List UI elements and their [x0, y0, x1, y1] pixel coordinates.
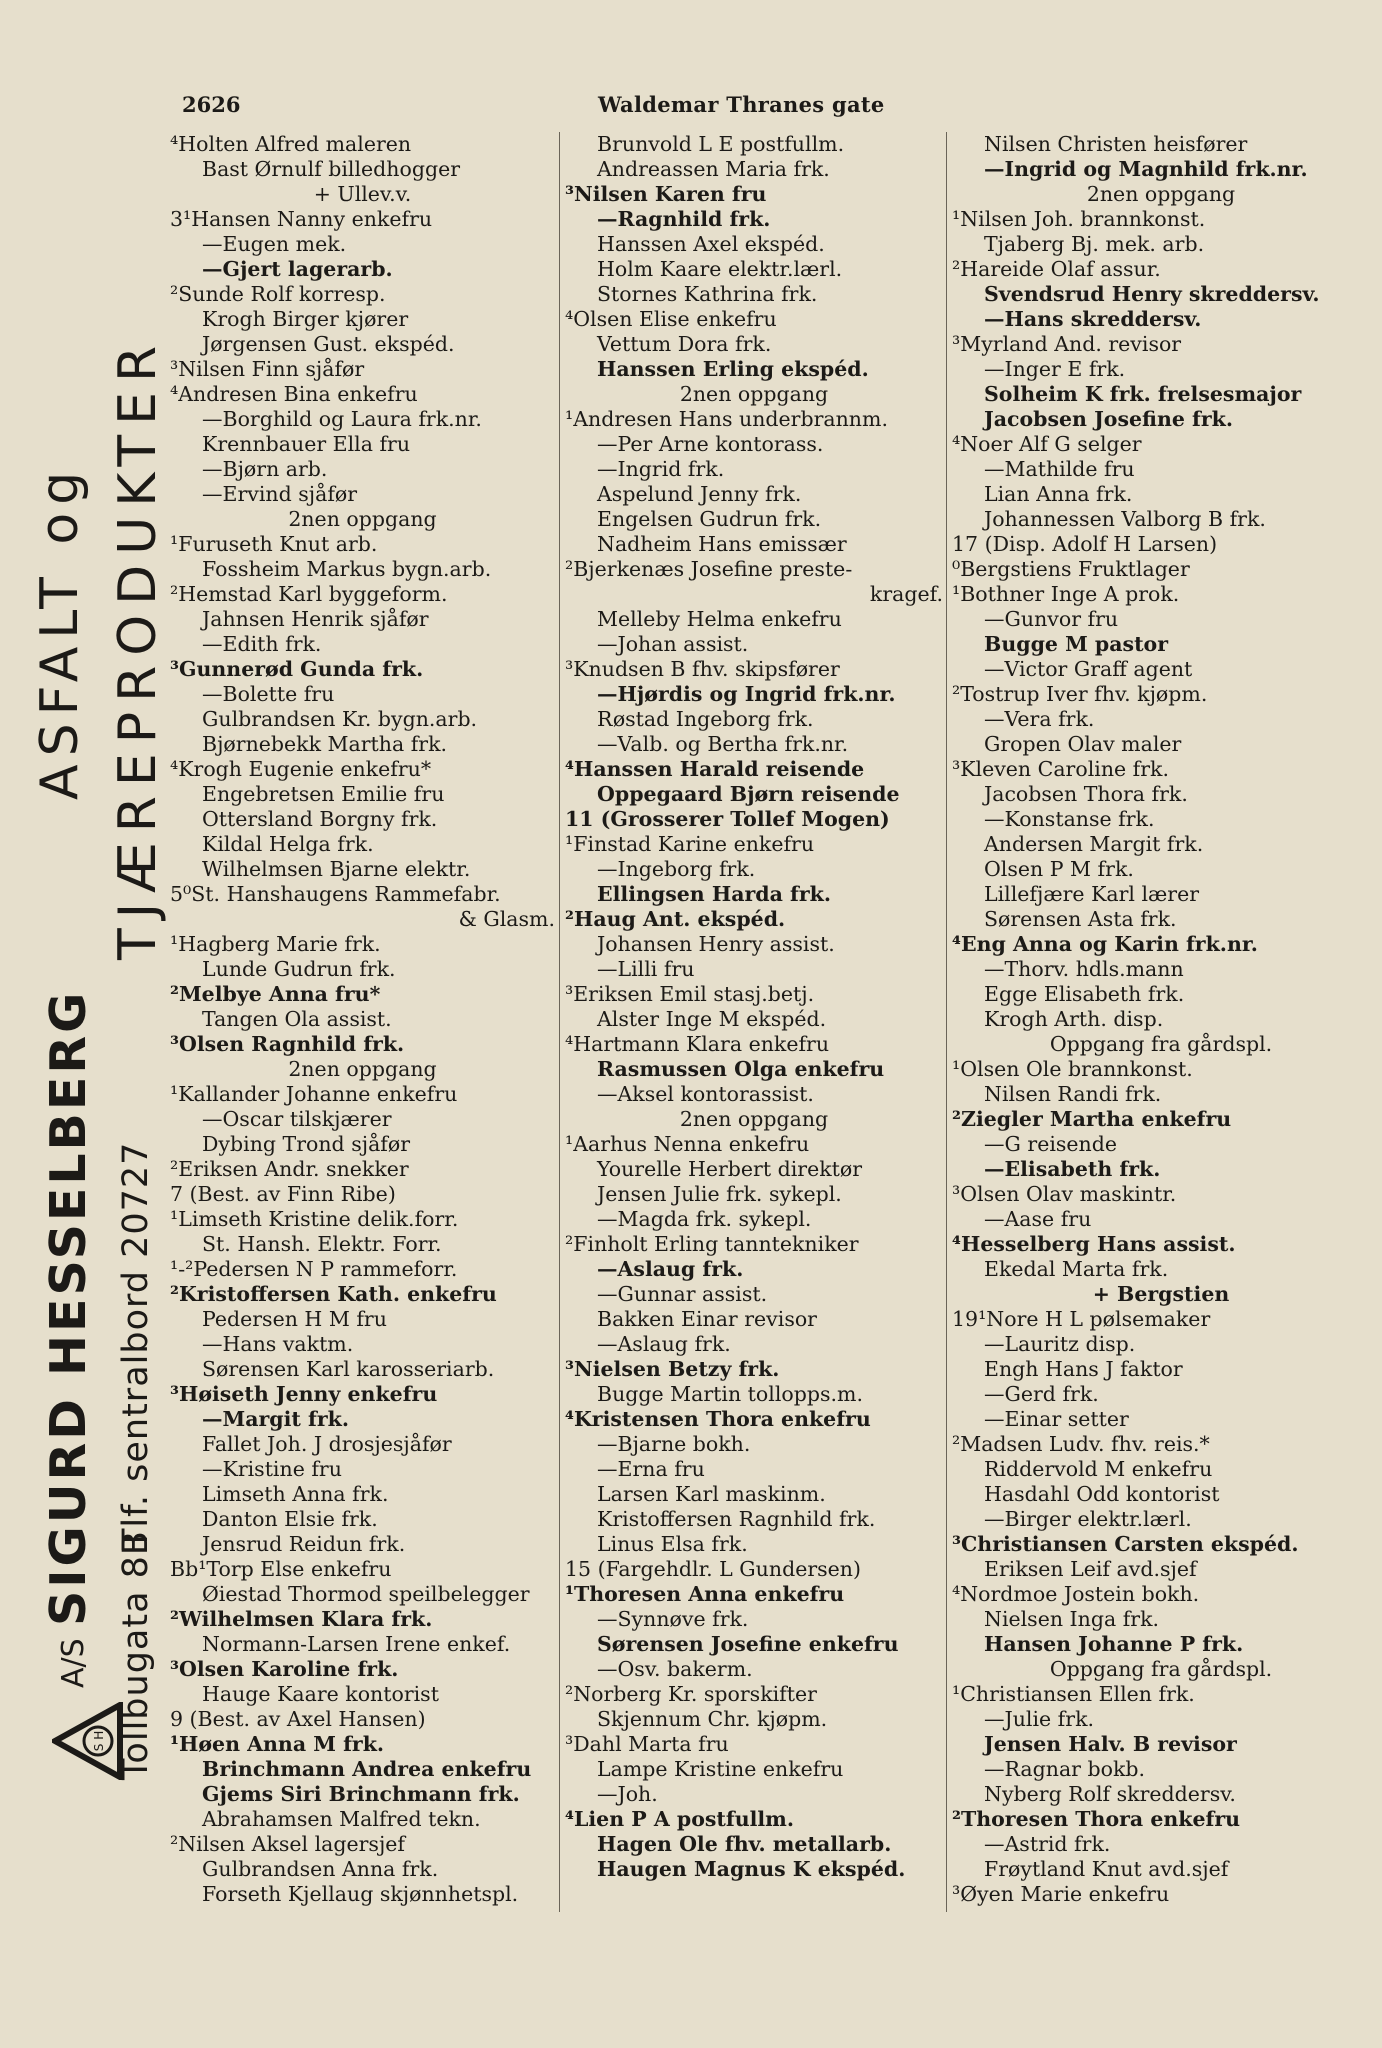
directory-entry: ²Hemstad Karl byggeform. [170, 582, 448, 606]
directory-entry: Hauge Kaare kontorist [202, 1682, 439, 1706]
directory-entry: ¹Limseth Kristine delik.forr. [170, 1207, 459, 1231]
directory-entry: Vettum Dora frk. [597, 332, 772, 356]
directory-entry: Jacobsen Josefine frk. [984, 407, 1234, 431]
directory-entry: —Oscar tilskjærer [202, 1107, 392, 1131]
directory-entry: ²Ziegler Martha enkefru [952, 1107, 1232, 1131]
directory-entry: ¹Christiansen Ellen frk. [952, 1682, 1195, 1706]
directory-entry: —Valb. og Bertha frk.nr. [597, 732, 849, 756]
directory-entry: Gulbrandsen Kr. bygn.arb. [202, 707, 478, 731]
directory-entry: ³Knudsen B fhv. skipsfører [565, 657, 840, 681]
directory-entry: —Hans vaktm. [202, 1332, 354, 1356]
directory-entry: Oppgang fra gårdspl. [1049, 1032, 1273, 1056]
directory-entry: ³Myrland And. revisor [952, 332, 1182, 356]
directory-entry: —Joh. [597, 1782, 658, 1806]
directory-entry: —Aksel kontorassist. [597, 1082, 814, 1106]
directory-entry: Nilsen Christen heisfører [984, 132, 1248, 156]
directory-entry: Melleby Helma enkefru [597, 607, 842, 631]
directory-entry: ⁴Eng Anna og Karin frk.nr. [952, 932, 1258, 956]
directory-entry: ¹Olsen Ole brannkonst. [952, 1057, 1193, 1081]
directory-entry: —Aslaug frk. [597, 1332, 731, 1356]
directory-entry: Nielsen Inga frk. [984, 1607, 1160, 1631]
directory-entry: —Osv. bakerm. [597, 1657, 753, 1681]
directory-entry: Svendsrud Henry skreddersv. [984, 282, 1320, 306]
directory-entry: —Ervind sjåfør [202, 482, 358, 506]
directory-entry: 2nen oppgang [288, 507, 437, 531]
directory-entry: ²Wilhelmsen Klara frk. [170, 1607, 433, 1631]
directory-entry: ¹Aarhus Nenna enkefru [565, 1132, 810, 1156]
directory-entry: —Borghild og Laura frk.nr. [202, 407, 482, 431]
directory-entry: Bugge M pastor [984, 632, 1169, 656]
directory-entry: Jørgensen Gust. ekspéd. [202, 332, 455, 356]
directory-entry: ²Kristoffersen Kath. enkefru [170, 1282, 497, 1306]
directory-entry: Larsen Karl maskinm. [597, 1482, 826, 1506]
directory-entry: Engh Hans J faktor [984, 1357, 1183, 1381]
directory-entry: Lillefjære Karl lærer [984, 882, 1200, 906]
directory-entry: Krogh Arth. disp. [984, 1007, 1164, 1031]
directory-entry: St. Hansh. Elektr. Forr. [202, 1232, 442, 1256]
directory-entry: Røstad Ingeborg frk. [597, 707, 814, 731]
directory-entry: ⁴Lien P A postfullm. [565, 1807, 795, 1831]
directory-entry: ²Finholt Erling tanntekniker [565, 1232, 859, 1256]
directory-entry: Sørensen Karl karosseriarb. [202, 1357, 495, 1381]
directory-entry: 2nen oppgang [679, 382, 829, 406]
directory-entry: ³Høiseth Jenny enkefru [170, 1382, 438, 1406]
directory-entry: ²Norberg Kr. sporskifter [565, 1682, 817, 1706]
directory-entry: —Gunnar assist. [597, 1282, 768, 1306]
directory-entry: —Lauritz disp. [984, 1332, 1136, 1356]
directory-entry: Normann-Larsen Irene enkef. [202, 1632, 511, 1656]
directory-entry: Ekedal Marta frk. [984, 1257, 1169, 1281]
directory-column-3 [952, 132, 1370, 1907]
directory-entry: —Ingrid frk. [597, 457, 725, 481]
directory-column-1 [170, 132, 555, 1907]
directory-entry: 7 (Best. av Finn Ribe) [170, 1182, 396, 1206]
directory-entry: Hasdahl Odd kontorist [984, 1482, 1220, 1506]
directory-entry: Riddervold M enkefru [984, 1457, 1213, 1481]
directory-entry: Abrahamsen Malfred tekn. [202, 1807, 481, 1831]
directory-entry: —Elisabeth frk. [984, 1157, 1161, 1181]
ad-address: Tollbugata 8B [116, 1530, 156, 1780]
directory-entry: Brinchmann Andrea enkefru [202, 1757, 532, 1781]
directory-entry: —Victor Graff agent [984, 657, 1193, 681]
directory-entry: ²Eriksen Andr. snekker [170, 1157, 409, 1181]
directory-entry: Jensen Julie frk. sykepl. [597, 1182, 842, 1206]
directory-entry: —Mathilde fru [984, 457, 1135, 481]
directory-entry: Frøytland Knut avd.sjef [984, 1857, 1229, 1881]
directory-entry: —Bjørn arb. [202, 457, 328, 481]
directory-entry: Nadheim Hans emissær [597, 532, 847, 556]
directory-entry: 3¹Hansen Nanny enkefru [170, 207, 433, 231]
directory-entry: ³Gunnerød Gunda frk. [170, 657, 424, 681]
directory-entry: Sørensen Josefine enkefru [597, 1632, 899, 1656]
directory-entry: Jensen Halv. B revisor [984, 1732, 1237, 1756]
directory-entry: ¹Furuseth Knut arb. [170, 532, 378, 556]
directory-entry: Brunvold L E postfullm. [597, 132, 845, 156]
directory-entry: ⁴Kristensen Thora enkefru [565, 1407, 871, 1431]
directory-entry: —Astrid frk. [984, 1832, 1111, 1856]
directory-entry: —Eugen mek. [202, 232, 347, 256]
directory-entry: ²Thoresen Thora enkefru [952, 1807, 1241, 1831]
directory-entry: Lampe Kristine enkefru [597, 1757, 844, 1781]
directory-entry: Wilhelmsen Bjarne elektr. [202, 857, 471, 881]
directory-entry: —Aase fru [984, 1207, 1092, 1231]
directory-entry: Kildal Helga frk. [202, 832, 374, 856]
directory-entry: —Bolette fru [202, 682, 335, 706]
directory-entry: ³Olsen Olav maskintr. [952, 1182, 1177, 1206]
directory-entry: 9 (Best. av Axel Hansen) [170, 1707, 426, 1731]
directory-entry: Bugge Martin tollopps.m. [597, 1382, 863, 1406]
directory-entry: ⁴Holten Alfred maleren [170, 132, 412, 156]
directory-entry: Yourelle Herbert direktør [597, 1157, 863, 1181]
directory-entry: Bakken Einar revisor [597, 1307, 817, 1331]
directory-entry: Gropen Olav maler [984, 732, 1182, 756]
directory-entry: Fallet Joh. J drosjesjåfør [202, 1432, 452, 1456]
street-title: Waldemar Thranes gate [598, 92, 885, 117]
directory-entry: 5⁰St. Hanshaugens Rammefabr. [170, 882, 501, 906]
directory-entry: Forseth Kjellaug skjønnhetspl. [202, 1882, 519, 1906]
directory-entry: Hansen Johanne P frk. [984, 1632, 1244, 1656]
directory-entry: Jensrud Reidun frk. [202, 1532, 406, 1556]
directory-entry: —Johan assist. [597, 632, 749, 656]
directory-entry: 15 (Fargehdlr. L Gundersen) [565, 1557, 861, 1581]
directory-entry: Stornes Kathrina frk. [597, 282, 818, 306]
directory-entry: Engebretsen Emilie fru [202, 782, 445, 806]
directory-entry: 11 (Grosserer Tollef Mogen) [565, 807, 890, 831]
directory-entry: ³Olsen Karoline frk. [170, 1657, 399, 1681]
directory-entry: Jacobsen Thora frk. [984, 782, 1188, 806]
ad-company-name: SIGURD HESSELBERG [40, 989, 97, 1626]
directory-entry: —Synnøve frk. [597, 1607, 749, 1631]
directory-entry: ⁴Hartmann Klara enkefru [565, 1032, 830, 1056]
directory-entry: ³Eriksen Emil stasj.betj. [565, 982, 815, 1006]
directory-entry: 2nen oppgang [679, 1107, 829, 1131]
directory-entry: ³Nilsen Karen fru [565, 182, 767, 206]
directory-entry: —Birger elektr.lærl. [984, 1507, 1192, 1531]
directory-entry: Linus Elsa frk. [597, 1532, 748, 1556]
directory-entry: ³Nielsen Betzy frk. [565, 1357, 780, 1381]
directory-entry: Ellingsen Harda frk. [597, 882, 832, 906]
directory-entry: Sørensen Asta frk. [984, 907, 1177, 931]
directory-entry: Dybing Trond sjåfør [202, 1132, 411, 1156]
directory-entry: Danton Elsie frk. [202, 1507, 378, 1531]
directory-entry: Olsen P M frk. [984, 857, 1134, 881]
directory-entry: Hanssen Erling ekspéd. [597, 357, 869, 381]
directory-entry: & Glasm. [458, 907, 555, 931]
directory-entry: Gulbrandsen Anna frk. [202, 1857, 439, 1881]
directory-entry: —Thorv. hdls.mann [984, 957, 1184, 981]
directory-entry: ³Øyen Marie enkefru [952, 1882, 1170, 1906]
directory-entry: Holm Kaare elektr.lærl. [597, 257, 843, 281]
directory-entry: Oppgang fra gårdspl. [1049, 1657, 1273, 1681]
directory-entry: Lian Anna frk. [984, 482, 1133, 506]
company-logo [52, 1702, 124, 1780]
directory-entry: ³Christiansen Carsten ekspéd. [952, 1532, 1299, 1556]
directory-entry: ²Nilsen Aksel lagersjef [170, 1832, 406, 1856]
directory-entry: Egge Elisabeth frk. [984, 982, 1185, 1006]
directory-entry: —Ragnar bokb. [984, 1757, 1146, 1781]
directory-entry: —Konstanse frk. [984, 807, 1155, 831]
directory-entry: ²Bjerkenæs Josefine preste- [565, 557, 853, 581]
directory-entry: Krennbauer Ella fru [202, 432, 411, 456]
directory-entry: ³Dahl Marta fru [565, 1732, 729, 1756]
directory-entry: ¹‐²Pedersen N P rammeforr. [170, 1257, 458, 1281]
directory-entry: —Margit frk. [202, 1407, 349, 1431]
directory-entry: ²Melbye Anna fru* [170, 982, 381, 1006]
directory-entry: ¹Andresen Hans underbrannm. [565, 407, 888, 431]
directory-entry: —Ingrid og Magnhild frk.nr. [984, 157, 1308, 181]
directory-entry: —Kristine fru [202, 1457, 342, 1481]
page-number: 2626 [182, 92, 241, 117]
directory-entry: ⁴Noer Alf G selger [952, 432, 1142, 456]
directory-entry: Eriksen Leif avd.sjef [984, 1557, 1197, 1581]
directory-entry: Kristoffersen Ragnhild frk. [597, 1507, 876, 1531]
directory-entry: ²Haug Ant. ekspéd. [565, 907, 786, 931]
directory-entry: Pedersen H M fru [202, 1307, 387, 1331]
page-header [0, 92, 1382, 132]
directory-entry: ⁴Hesselberg Hans assist. [952, 1232, 1236, 1256]
directory-entry: —Magda frk. sykepl. [597, 1207, 812, 1231]
directory-entry: —Ragnhild frk. [597, 207, 771, 231]
directory-entry: —Ingeborg frk. [597, 857, 756, 881]
directory-entry: Alster Inge M ekspéd. [597, 1007, 827, 1031]
directory-entry: Krogh Birger kjører [202, 307, 409, 331]
directory-entry: ¹Nilsen Joh. brannkonst. [952, 207, 1206, 231]
directory-entry: ⁴Krogh Eugenie enkefru* [170, 757, 432, 781]
directory-entry: Lunde Gudrun frk. [202, 957, 396, 981]
directory-entry: ⁴Andresen Bina enkefru [170, 382, 418, 406]
directory-entry: —Julie frk. [984, 1707, 1095, 1731]
column-divider [946, 132, 947, 1912]
directory-entry: Nilsen Randi frk. [984, 1082, 1162, 1106]
directory-entry: Skjennum Chr. kjøpm. [597, 1707, 828, 1731]
directory-entry: ¹Thoresen Anna enkefru [565, 1582, 845, 1606]
directory-entry: Tjaberg Bj. mek. arb. [984, 232, 1205, 256]
directory-entry: ²Tostrup Iver fhv. kjøpm. [952, 682, 1208, 706]
directory-entry: Johannessen Valborg B frk. [984, 507, 1266, 531]
directory-entry: kragef. [869, 582, 943, 606]
directory-entry: Bjørnebekk Martha frk. [202, 732, 448, 756]
directory-entry: Gjems Siri Brinchmann frk. [202, 1782, 520, 1806]
directory-entry: Fossheim Markus bygn.arb. [202, 557, 492, 581]
directory-entry: ³Nilsen Finn sjåfør [170, 357, 365, 381]
directory-entry: Tangen Ola assist. [202, 1007, 392, 1031]
ad-product-line1: ASFALT og [30, 463, 90, 800]
directory-entry: Hagen Ole fhv. metallarb. [597, 1832, 892, 1856]
directory-entry: —Hans skreddersv. [984, 307, 1202, 331]
directory-entry: ⁴Hanssen Harald reisende [565, 757, 865, 781]
directory-entry: ¹Kallander Johanne enkefru [170, 1082, 458, 1106]
ad-as: A/S [56, 1638, 91, 1688]
directory-entry: Nyberg Rolf skreddersv. [984, 1782, 1236, 1806]
directory-entry: ¹Høen Anna M frk. [170, 1732, 385, 1756]
directory-entry: —Lilli fru [597, 957, 695, 981]
directory-entry: —Vera frk. [984, 707, 1095, 731]
directory-entry: + Ullev.v. [313, 182, 412, 206]
ad-product-line2: TJÆREPRODUKTER [108, 335, 168, 960]
ad-phone: Tlf. sentralbord 20727 [116, 1141, 156, 1550]
directory-column-2 [565, 132, 943, 1882]
directory-entry: —Gerd frk. [984, 1382, 1099, 1406]
directory-entry: ³Kleven Caroline frk. [952, 757, 1169, 781]
directory-entry: —Einar setter [984, 1407, 1129, 1431]
directory-entry: —Aslaug frk. [597, 1257, 744, 1281]
directory-entry: Ottersland Borgny frk. [202, 807, 438, 831]
directory-entry: Andersen Margit frk. [984, 832, 1204, 856]
directory-entry: Bast Ørnulf billedhogger [202, 157, 461, 181]
directory-entry: Bb¹Torp Else enkefru [170, 1557, 392, 1581]
directory-entry: Jahnsen Henrik sjåfør [202, 607, 429, 631]
directory-entry: ¹Hagberg Marie frk. [170, 932, 381, 956]
directory-entry: 2nen oppgang [1086, 182, 1236, 206]
directory-entry: ⁴Nordmoe Jostein bokh. [952, 1582, 1200, 1606]
directory-entry: Haugen Magnus K ekspéd. [597, 1857, 906, 1881]
column-divider [559, 132, 560, 1912]
directory-entry: ³Olsen Ragnhild frk. [170, 1032, 405, 1056]
directory-entry: Limseth Anna frk. [202, 1482, 389, 1506]
directory-entry: 2nen oppgang [288, 1057, 437, 1081]
directory-entry: ²Sunde Rolf korresp. [170, 282, 386, 306]
directory-entry: —Gunvor fru [984, 607, 1119, 631]
directory-entry: —G reisende [984, 1132, 1117, 1156]
directory-entry: ¹Bothner Inge A prok. [952, 582, 1180, 606]
directory-entry: ⁰Bergstiens Fruktlager [952, 557, 1190, 581]
directory-entry: ²Hareide Olaf assur. [952, 257, 1161, 281]
directory-entry: Øiestad Thormod speilbelegger [202, 1582, 530, 1606]
directory-entry: —Gjert lagerarb. [202, 257, 393, 281]
directory-entry: Engelsen Gudrun frk. [597, 507, 822, 531]
directory-entry: Johansen Henry assist. [597, 932, 835, 956]
directory-entry: 19¹Nore H L pølsemaker [952, 1307, 1211, 1331]
logo-lettering: S H [92, 1730, 106, 1752]
directory-entry: ¹Finstad Karine enkefru [565, 832, 815, 856]
directory-entry: —Erna fru [597, 1457, 705, 1481]
side-advertisement [28, 140, 178, 1780]
directory-entry: Hanssen Axel ekspéd. [597, 232, 825, 256]
directory-entry: ²Madsen Ludv. fhv. reis.* [952, 1432, 1210, 1456]
directory-entry: + Bergstien [1092, 1282, 1230, 1306]
directory-entry: —Bjarne bokh. [597, 1432, 751, 1456]
directory-entry: Oppegaard Bjørn reisende [597, 782, 900, 806]
directory-entry: Rasmussen Olga enkefru [597, 1057, 885, 1081]
directory-entry: 17 (Disp. Adolf H Larsen) [952, 532, 1218, 556]
directory-entry: Solheim K frk. frelsesmajor [984, 382, 1302, 406]
directory-entry: —Per Arne kontorass. [597, 432, 824, 456]
directory-entry: Andreassen Maria frk. [597, 157, 830, 181]
directory-entry: —Inger E frk. [984, 357, 1126, 381]
directory-entry: —Edith frk. [202, 632, 322, 656]
directory-entry: ⁴Olsen Elise enkefru [565, 307, 777, 331]
directory-entry: Aspelund Jenny frk. [597, 482, 802, 506]
directory-entry: —Hjørdis og Ingrid frk.nr. [597, 682, 896, 706]
